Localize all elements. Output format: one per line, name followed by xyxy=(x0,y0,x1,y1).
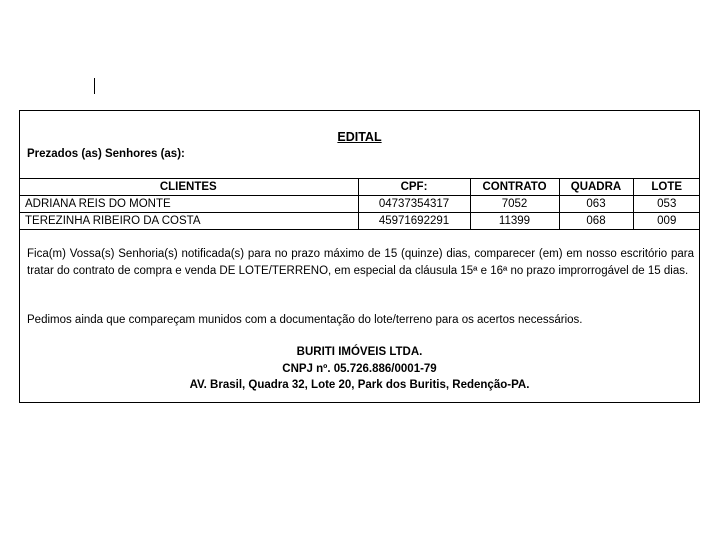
company-name: BURITI IMÓVEIS LTDA. xyxy=(296,346,423,358)
table-row xyxy=(19,196,700,213)
signature-block xyxy=(20,344,699,394)
edital-box xyxy=(19,110,700,403)
table-row xyxy=(19,213,700,230)
table-header-row xyxy=(19,179,700,196)
client-contrato: 7052 xyxy=(470,196,559,213)
client-quadra: 068 xyxy=(559,213,633,230)
edital-title: EDITAL xyxy=(337,130,382,144)
client-quadra: 063 xyxy=(559,196,633,213)
client-cpf: 45971692291 xyxy=(358,213,470,230)
client-contrato: 11399 xyxy=(470,213,559,230)
client-cpf: 04737354317 xyxy=(358,196,470,213)
client-name: ADRIANA REIS DO MONTE xyxy=(19,196,358,213)
company-address: AV. Brasil, Quadra 32, Lote 20, Park dos Buritis, Redenção-PA. xyxy=(189,379,530,391)
company-cnpj: CNPJ nº. 05.726.886/0001-79 xyxy=(282,362,437,375)
documents-paragraph: Pedimos ainda que compareçam munidos com a documentação do lote/terreno para os acertos necessários. xyxy=(27,314,583,326)
notification-paragraph: Fica(m) Vossa(s) Senhoria(s) notificada(s) para no prazo máximo de 15 (quinze) dias, comparecer (em) em nosso escritório para tratar do contrato de compra e venda DE LOTE/TERRENO, em especial da cláusula 15ª e 16ª no prazo improrrogável de 15 dias. xyxy=(27,248,694,277)
header-lote: LOTE xyxy=(633,179,700,196)
header-clientes: CLIENTES xyxy=(19,179,358,196)
text-cursor xyxy=(94,78,95,94)
greeting: Prezados (as) Senhores (as): xyxy=(27,148,185,160)
clients-table xyxy=(19,178,700,230)
client-lote: 009 xyxy=(633,213,700,230)
client-name: TEREZINHA RIBEIRO DA COSTA xyxy=(19,213,358,230)
client-lote: 053 xyxy=(633,196,700,213)
header-contrato: CONTRATO xyxy=(470,179,559,196)
header-quadra: QUADRA xyxy=(559,179,633,196)
header-cpf: CPF: xyxy=(358,179,470,196)
